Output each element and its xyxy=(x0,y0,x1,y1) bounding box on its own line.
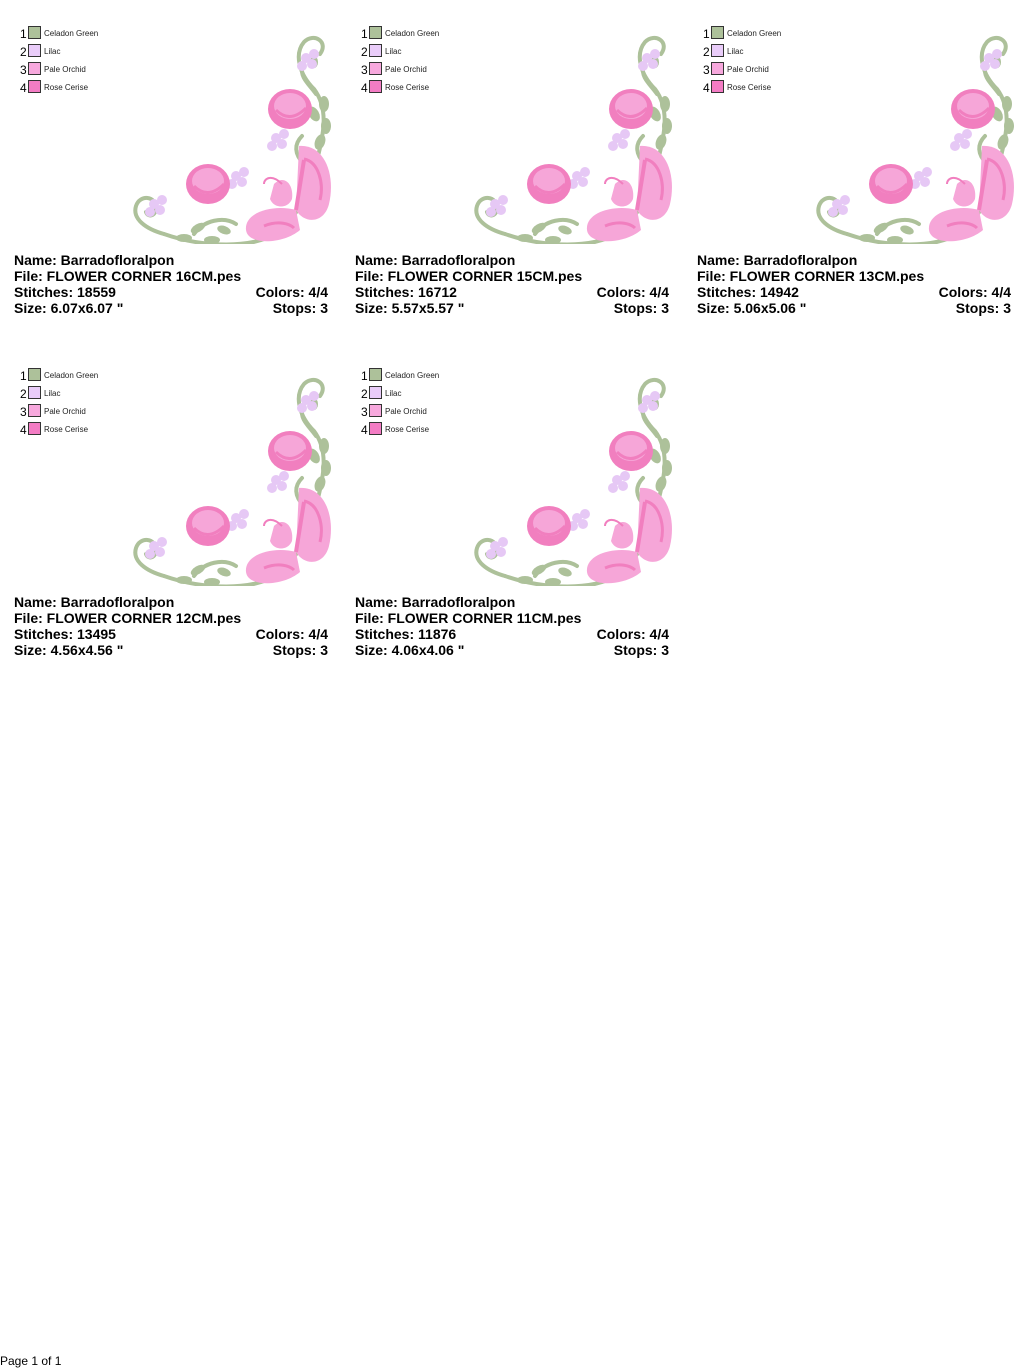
legend-color-name: Rose Cerise xyxy=(727,83,772,92)
legend-color-name: Lilac xyxy=(385,389,402,398)
color-legend xyxy=(20,368,130,440)
design-info xyxy=(14,252,328,316)
design-stitches: Stitches: 13495 xyxy=(14,626,116,642)
legend-color-name: Celadon Green xyxy=(385,29,440,38)
color-swatch xyxy=(369,44,382,57)
design-colors: Colors: 4/4 xyxy=(596,626,669,642)
design-file: File: FLOWER CORNER 12CM.pes xyxy=(14,610,242,626)
legend-number: 2 xyxy=(20,387,27,401)
legend-number: 2 xyxy=(361,387,368,401)
design-stops: Stops: 3 xyxy=(613,300,669,316)
legend-number: 4 xyxy=(361,81,368,95)
design-card xyxy=(355,368,675,698)
color-swatch xyxy=(369,62,382,75)
design-file: File: FLOWER CORNER 16CM.pes xyxy=(14,268,242,284)
legend-row xyxy=(703,62,813,80)
color-swatch xyxy=(369,386,382,399)
legend-color-name: Celadon Green xyxy=(385,371,440,380)
legend-row xyxy=(361,62,471,80)
legend-number: 3 xyxy=(361,63,368,77)
color-legend xyxy=(361,368,471,440)
legend-number: 4 xyxy=(20,81,27,95)
legend-row xyxy=(20,404,130,422)
legend-row xyxy=(361,80,471,98)
design-info xyxy=(355,252,669,316)
design-stops: Stops: 3 xyxy=(272,300,328,316)
legend-row xyxy=(361,26,471,44)
legend-row xyxy=(703,44,813,62)
legend-row xyxy=(361,44,471,62)
legend-number: 2 xyxy=(703,45,710,59)
legend-color-name: Lilac xyxy=(44,47,61,56)
design-size: Size: 4.06x4.06 " xyxy=(355,642,465,658)
embroidery-design-image xyxy=(124,376,334,586)
design-size: Size: 5.06x5.06 " xyxy=(697,300,807,316)
legend-number: 4 xyxy=(361,423,368,437)
embroidery-design-image xyxy=(807,34,1017,244)
design-file: File: FLOWER CORNER 15CM.pes xyxy=(355,268,583,284)
embroidery-design-image xyxy=(124,34,334,244)
legend-number: 1 xyxy=(361,369,368,383)
design-size: Size: 4.56x4.56 " xyxy=(14,642,124,658)
legend-row xyxy=(20,386,130,404)
design-name: Name: Barradofloralpon xyxy=(355,594,516,610)
design-stops: Stops: 3 xyxy=(955,300,1011,316)
design-size: Size: 5.57x5.57 " xyxy=(355,300,465,316)
legend-number: 3 xyxy=(20,63,27,77)
design-file: File: FLOWER CORNER 11CM.pes xyxy=(355,610,582,626)
legend-color-name: Celadon Green xyxy=(727,29,782,38)
legend-number: 3 xyxy=(361,405,368,419)
design-size: Size: 6.07x6.07 " xyxy=(14,300,124,316)
legend-row xyxy=(20,368,130,386)
embroidery-design-image xyxy=(465,34,675,244)
design-info xyxy=(697,252,1011,316)
legend-number: 3 xyxy=(703,63,710,77)
color-swatch xyxy=(28,80,41,93)
legend-row xyxy=(20,422,130,440)
design-name: Name: Barradofloralpon xyxy=(697,252,858,268)
color-swatch xyxy=(369,368,382,381)
color-swatch xyxy=(28,26,41,39)
page-number: Page 1 of 1 xyxy=(0,1354,62,1368)
legend-row xyxy=(703,80,813,98)
design-card xyxy=(14,26,334,356)
color-swatch xyxy=(711,62,724,75)
design-file: File: FLOWER CORNER 13CM.pes xyxy=(697,268,925,284)
legend-number: 1 xyxy=(361,27,368,41)
design-stitches: Stitches: 14942 xyxy=(697,284,799,300)
legend-color-name: Rose Cerise xyxy=(44,83,89,92)
legend-row xyxy=(20,26,130,44)
design-colors: Colors: 4/4 xyxy=(938,284,1011,300)
legend-row xyxy=(361,386,471,404)
design-name: Name: Barradofloralpon xyxy=(14,594,175,610)
legend-color-name: Rose Cerise xyxy=(385,83,430,92)
embroidery-design-image xyxy=(465,376,675,586)
design-stitches: Stitches: 18559 xyxy=(14,284,116,300)
color-swatch xyxy=(28,404,41,417)
legend-row xyxy=(20,62,130,80)
design-stitches: Stitches: 16712 xyxy=(355,284,457,300)
legend-number: 4 xyxy=(20,423,27,437)
legend-row xyxy=(703,26,813,44)
color-swatch xyxy=(28,62,41,75)
legend-row xyxy=(20,44,130,62)
legend-color-name: Pale Orchid xyxy=(727,65,769,74)
legend-number: 1 xyxy=(20,27,27,41)
design-colors: Colors: 4/4 xyxy=(255,626,328,642)
color-swatch xyxy=(28,386,41,399)
design-stops: Stops: 3 xyxy=(613,642,669,658)
legend-color-name: Celadon Green xyxy=(44,29,99,38)
design-card xyxy=(355,26,675,356)
design-colors: Colors: 4/4 xyxy=(255,284,328,300)
color-swatch xyxy=(28,422,41,435)
legend-color-name: Lilac xyxy=(44,389,61,398)
design-stitches: Stitches: 11876 xyxy=(355,626,457,642)
design-info xyxy=(14,594,328,658)
color-legend xyxy=(361,26,471,98)
legend-number: 3 xyxy=(20,405,27,419)
legend-color-name: Rose Cerise xyxy=(385,425,430,434)
color-swatch xyxy=(28,368,41,381)
color-swatch xyxy=(369,422,382,435)
design-name: Name: Barradofloralpon xyxy=(14,252,175,268)
legend-row xyxy=(361,422,471,440)
color-swatch xyxy=(369,80,382,93)
legend-number: 1 xyxy=(703,27,710,41)
legend-number: 2 xyxy=(361,45,368,59)
legend-color-name: Rose Cerise xyxy=(44,425,89,434)
color-swatch xyxy=(711,80,724,93)
design-card xyxy=(697,26,1017,356)
color-swatch xyxy=(711,26,724,39)
color-swatch xyxy=(369,404,382,417)
legend-color-name: Lilac xyxy=(385,47,402,56)
legend-row xyxy=(20,80,130,98)
legend-color-name: Pale Orchid xyxy=(385,407,427,416)
design-name: Name: Barradofloralpon xyxy=(355,252,516,268)
color-swatch xyxy=(711,44,724,57)
legend-row xyxy=(361,404,471,422)
design-colors: Colors: 4/4 xyxy=(596,284,669,300)
legend-color-name: Pale Orchid xyxy=(44,65,86,74)
design-card xyxy=(14,368,334,698)
legend-number: 1 xyxy=(20,369,27,383)
legend-number: 4 xyxy=(703,81,710,95)
design-info xyxy=(355,594,669,658)
color-legend xyxy=(703,26,813,98)
legend-color-name: Lilac xyxy=(727,47,744,56)
color-legend xyxy=(20,26,130,98)
legend-number: 2 xyxy=(20,45,27,59)
legend-color-name: Pale Orchid xyxy=(44,407,86,416)
legend-row xyxy=(361,368,471,386)
design-stops: Stops: 3 xyxy=(272,642,328,658)
color-swatch xyxy=(28,44,41,57)
legend-color-name: Pale Orchid xyxy=(385,65,427,74)
color-swatch xyxy=(369,26,382,39)
legend-color-name: Celadon Green xyxy=(44,371,99,380)
